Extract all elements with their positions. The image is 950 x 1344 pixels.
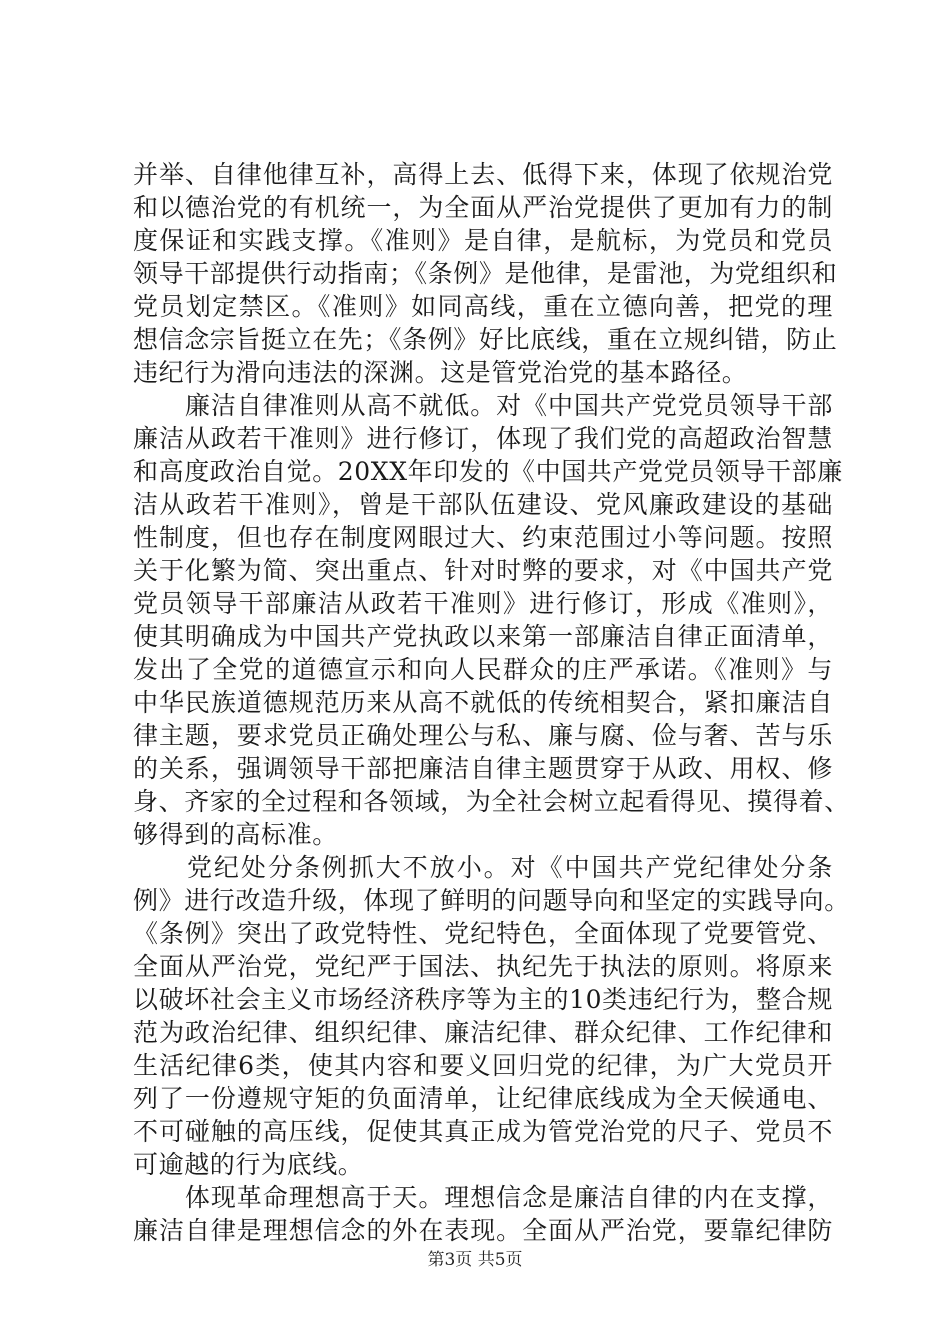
text-line: 想信念宗旨挺立在先；《条例》好比底线，重在立规纠错，防止 [133, 325, 838, 354]
text-line: 洁从政若干准则》，曾是干部队伍建设、党风廉政建设的基础 [133, 490, 833, 519]
text-line: 党员划定禁区。《准则》如同高线，重在立德向善，把党的理 [133, 292, 833, 321]
text-line: 体现革命理想高于天。理想信念是廉洁自律的内在支撑， [133, 1183, 833, 1212]
text-line: 廉洁从政若干准则》进行修订，体现了我们党的高超政治智慧 [133, 424, 833, 453]
text-line: 违纪行为滑向违法的深渊。这是管党治党的基本路径。 [133, 358, 748, 387]
text-line: 发出了全党的道德宣示和向人民群众的庄严承诺。《准则》与 [133, 655, 833, 684]
text-line: 和高度政治自觉。20XX年印发的《中国共产党党员领导干部廉 [133, 457, 843, 486]
text-line: 不可碰触的高压线，促使其真正成为管党治党的尺子、党员不 [133, 1117, 833, 1146]
text-line: 范为政治纪律、组织纪律、廉洁纪律、群众纪律、工作纪律和 [133, 1018, 833, 1047]
text-line: 以破坏社会主义市场经济秩序等为主的10类违纪行为，整合规 [133, 985, 833, 1014]
text-line: 身、齐家的全过程和各领域，为全社会树立起看得见、摸得着、 [133, 787, 850, 816]
text-line: 够得到的高标准。 [133, 820, 338, 849]
text-line: 性制度，但也存在制度网眼过大、约束范围过小等问题。按照 [133, 523, 833, 552]
page-footer: 第3页 共5页 [427, 1250, 523, 1270]
text-line: 全面从严治党，党纪严于国法、执纪先于执法的原则。将原来 [133, 952, 833, 981]
text-line: 党员领导干部廉洁从政若干准则》进行修订，形成《准则》， [133, 589, 833, 618]
text-line: 中华民族道德规范历来从高不就低的传统相契合，紧扣廉洁自 [133, 688, 833, 717]
text-line: 领导干部提供行动指南；《条例》是他律，是雷池，为党组织和 [133, 259, 838, 288]
text-line: 《条例》突出了政党特性、党纪特色，全面体现了党要管党、 [133, 919, 833, 948]
text-line: 列了一份遵规守矩的负面清单，让纪律底线成为全天候通电、 [133, 1084, 833, 1113]
text-line: 使其明确成为中国共产党执政以来第一部廉洁自律正面清单， [133, 622, 833, 651]
text-line: 廉洁自律准则从高不就低。对《中国共产党党员领导干部 [133, 391, 833, 420]
text-line: 生活纪律6类，使其内容和要义回归党的纪律，为广大党员开 [133, 1051, 833, 1080]
text-line: 可逾越的行为底线。 [133, 1150, 364, 1179]
text-line: 度保证和实践支撑。《准则》是自律，是航标，为党员和党员 [133, 226, 833, 255]
text-line: 和以德治党的有机统一，为全面从严治党提供了更加有力的制 [133, 193, 833, 222]
text-line: 并举、自律他律互补，高得上去、低得下来，体现了依规治党 [133, 160, 833, 189]
text-line: 的关系，强调领导干部把廉洁自律主题贯穿于从政、用权、修 [133, 754, 833, 783]
text-line: 例》进行改造升级，体现了鲜明的问题导向和坚定的实践导向。 [133, 886, 850, 915]
text-line: 律主题，要求党员正确处理公与私、廉与腐、俭与奢、苦与乐 [133, 721, 833, 750]
text-line: 关于化繁为简、突出重点、针对时弊的要求，对《中国共产党 [133, 556, 833, 585]
text-line: 党纪处分条例抓大不放小。对《中国共产党纪律处分条 [133, 853, 833, 882]
text-line: 廉洁自律是理想信念的外在表现。全面从严治党，要靠纪律防 [133, 1216, 833, 1245]
body-text [133, 158, 850, 1247]
